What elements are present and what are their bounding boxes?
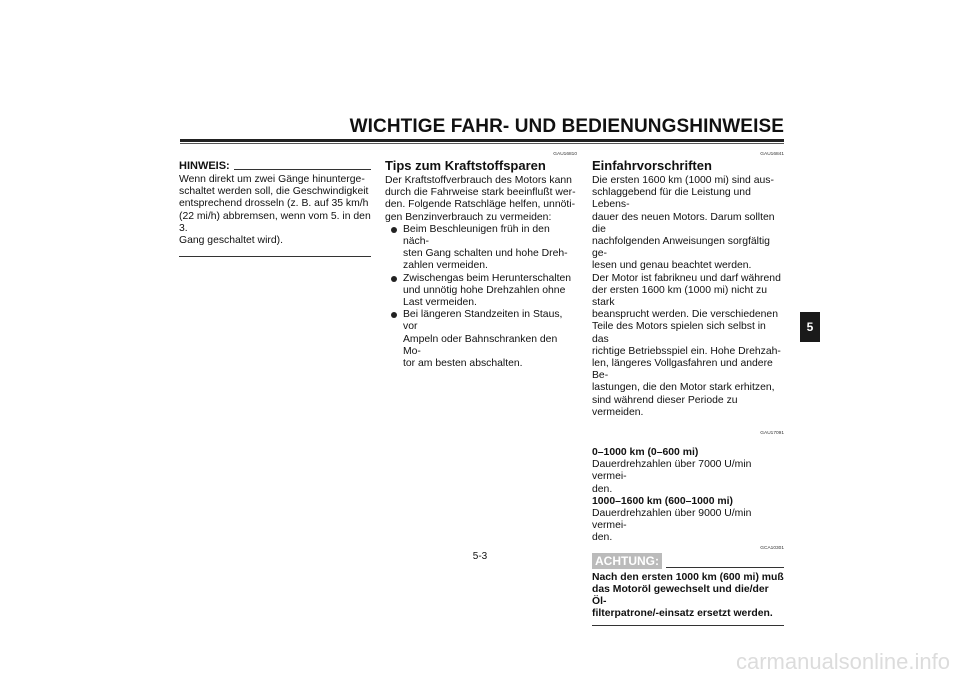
- caution-badge: ACHTUNG:: [592, 553, 662, 569]
- section-code: GAU17091: [760, 431, 784, 437]
- note-text: Wenn direkt um zwei Gänge hinunterge- schaltet werden soll, die Geschwindigkeit entsprechend drosseln (z. B. auf 35 km/h (22 mi/h) abbremsen, wenn vom 5. in den 3. Gang geschaltet wird).: [179, 174, 371, 247]
- list-item-text: Bei längeren Standzeiten in Staus, vor Ampeln oder Bahnschranken den Mo- tor am besten abschalten.: [403, 309, 563, 370]
- section-heading-break-in: Einfahrvorschriften: [592, 158, 712, 173]
- section-code: GAU16841: [760, 152, 784, 157]
- break-in-stage-2-heading: 1000–1600 km (600–1000 mi): [592, 495, 733, 507]
- bullet-icon: [391, 276, 397, 282]
- note-label: HINWEIS:: [179, 160, 230, 172]
- section-heading-fuel-saving: Tips zum Kraftstoffsparen: [385, 158, 546, 173]
- watermark: carmanualsonline.info: [735, 649, 950, 674]
- caution-text: Nach den ersten 1000 km (600 mi) muß das Motoröl gewechselt und die/der Öl- filterpatrone/-einsatz ersetzt werden.: [592, 571, 784, 620]
- note-header-rule: [234, 169, 371, 170]
- note-header: [179, 160, 371, 172]
- break-in-paragraph-2: Der Motor ist fabrikneu und darf während der ersten 1600 km (1000 mi) nicht zu stark beansprucht werden. Die verschiedenen Teile des Motors spielen sich selbst in das richtige Betriebsspiel ein. Hohe Drehzah- len, längeres Vollgasfahren und andere Be- lastungen, die den Motor stark erhitzen, sind während dieser Periode zu vermeiden.: [592, 272, 781, 418]
- break-in-stage-2-text: Dauerdrehzahlen über 9000 U/min vermei- den.: [592, 508, 752, 544]
- list-item: [389, 309, 577, 370]
- break-in-stage-1-heading: 0–1000 km (0–600 mi): [592, 447, 699, 459]
- header-rule-thick: [180, 139, 784, 142]
- list-item-text: Beim Beschleunigen früh in den näch- sten Gang schalten und hohe Dreh- zahlen vermeiden.: [403, 223, 568, 272]
- caution-end-rule: [592, 625, 784, 626]
- section-code: GCA10301: [760, 545, 784, 551]
- fuel-saving-intro: Der Kraftstoffverbrauch des Motors kann durch die Fahrweise stark beeinflußt wer- den. Folgende Ratschläge helfen, unnöti- gen Benzinverbrauch zu vermeiden:: [385, 175, 576, 223]
- bullet-icon: [391, 312, 397, 318]
- list-item-text: Zwischengas beim Herunterschalten und unnötig hohe Drehzahlen ohne Last vermeiden.: [403, 272, 572, 309]
- caution-header: [592, 553, 784, 569]
- list-item: [389, 224, 577, 273]
- column-middle: [385, 152, 577, 370]
- section-code: GAU16810: [553, 152, 577, 157]
- list-item: [389, 273, 577, 310]
- column-right: [592, 152, 784, 626]
- chapter-tab: 5: [800, 312, 820, 342]
- caution-header-rule: [666, 567, 784, 568]
- header-rule-thin: [180, 143, 784, 144]
- bullet-icon: [391, 227, 397, 233]
- page-number: 5-3: [472, 551, 488, 562]
- break-in-paragraph-1: Die ersten 1600 km (1000 mi) sind aus- schlaggebend für die Leistung und Lebens- dauer des neuen Motors. Darum sollten die nachfolgenden Anweisungen sorgfältig ge- lesen und genau beachtet werden.: [592, 175, 775, 272]
- fuel-saving-tips-list: [385, 224, 577, 370]
- break-in-stage-1-text: Dauerdrehzahlen über 7000 U/min vermei- den.: [592, 459, 752, 495]
- column-left: [179, 160, 371, 257]
- page-header-title: WICHTIGE FAHR- UND BEDIENUNGSHINWEISE: [349, 116, 784, 137]
- note-end-rule: [179, 256, 371, 257]
